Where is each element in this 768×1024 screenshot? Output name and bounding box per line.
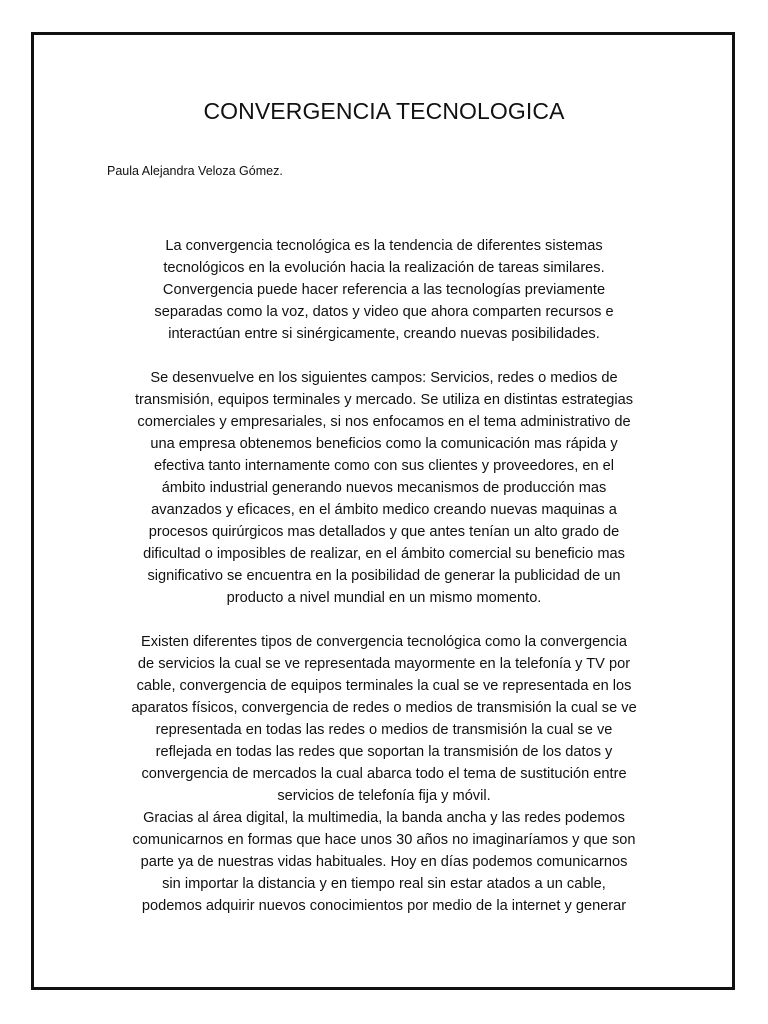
text-line: podemos adquirir nuevos conocimientos por medio de la internet y generar xyxy=(141,898,627,914)
text-line: producto a nivel mundial en un mismo momento. xyxy=(226,590,542,606)
paragraph-digital-era xyxy=(95,807,673,917)
document-author: Paula Alejandra Veloza Gómez. xyxy=(107,164,283,178)
text-line: tecnológicos en la evolución hacia la realización de tareas similares. xyxy=(163,260,605,276)
text-line: efectiva tanto internamente como con sus clientes y proveedores, en el xyxy=(154,458,614,474)
text-line: transmisión, equipos terminales y mercado. Se utiliza en distintas estrategias xyxy=(134,392,634,408)
text-line: servicios de telefonía fija y móvil. xyxy=(277,788,491,804)
document-title: CONVERGENCIA TECNOLOGICA xyxy=(203,98,565,124)
text-line: convergencia de mercados la cual abarca todo el tema de sustitución entre xyxy=(141,766,627,782)
paragraph-fields xyxy=(95,367,673,609)
text-line: dificultad o imposibles de realizar, en el ámbito comercial su beneficio mas xyxy=(143,546,625,562)
text-line: significativo se encuentra en la posibilidad de generar la publicidad de un xyxy=(147,568,621,584)
text-line: La convergencia tecnológica es la tendencia de diferentes sistemas xyxy=(165,238,603,254)
text-line: una empresa obtenemos beneficios como la comunicación mas rápida y xyxy=(150,436,618,452)
text-line: sin importar la distancia y en tiempo real sin estar atados a un cable, xyxy=(162,876,606,892)
text-line: interactúan entre si sinérgicamente, creando nuevas posibilidades. xyxy=(168,326,600,342)
text-line: Se desenvuelve en los siguientes campos: Servicios, redes o medios de xyxy=(150,370,618,386)
text-line: comunicarnos en formas que hace unos 30 años no imaginaríamos y que son xyxy=(132,832,636,848)
text-line: representada en todas las redes o medios de transmisión la cual se ve xyxy=(155,722,613,738)
paragraph-definition xyxy=(95,235,673,345)
text-line: cable, convergencia de equipos terminales la cual se ve representada en los xyxy=(136,678,632,694)
text-line: reflejada en todas las redes que soportan la transmisión de los datos y xyxy=(155,744,613,760)
text-line: ámbito industrial generando nuevos mecanismos de producción mas xyxy=(161,480,607,496)
paragraph-types xyxy=(95,631,673,807)
document-body xyxy=(95,235,673,917)
text-line: de servicios la cual se ve representada mayormente en la telefonía y TV por xyxy=(137,656,631,672)
text-line: Existen diferentes tipos de convergencia tecnológica como la convergencia xyxy=(141,634,627,650)
text-line: Convergencia puede hacer referencia a las tecnologías previamente xyxy=(162,282,606,298)
text-line: procesos quirúrgicos mas detallados y que antes tenían un alto grado de xyxy=(148,524,620,540)
text-line: aparatos físicos, convergencia de redes o medios de transmisión la cual se ve xyxy=(131,700,637,716)
text-line: comerciales y empresariales, si nos enfocamos en el tema administrativo de xyxy=(137,414,631,430)
text-line: separadas como la voz, datos y video que ahora comparten recursos e xyxy=(154,304,614,320)
text-line: avanzados y eficaces, en el ámbito medico creando nuevas maquinas a xyxy=(151,502,617,518)
text-line: parte ya de nuestras vidas habituales. Hoy en días podemos comunicarnos xyxy=(140,854,628,870)
text-line: Gracias al área digital, la multimedia, la banda ancha y las redes podemos xyxy=(143,810,625,826)
